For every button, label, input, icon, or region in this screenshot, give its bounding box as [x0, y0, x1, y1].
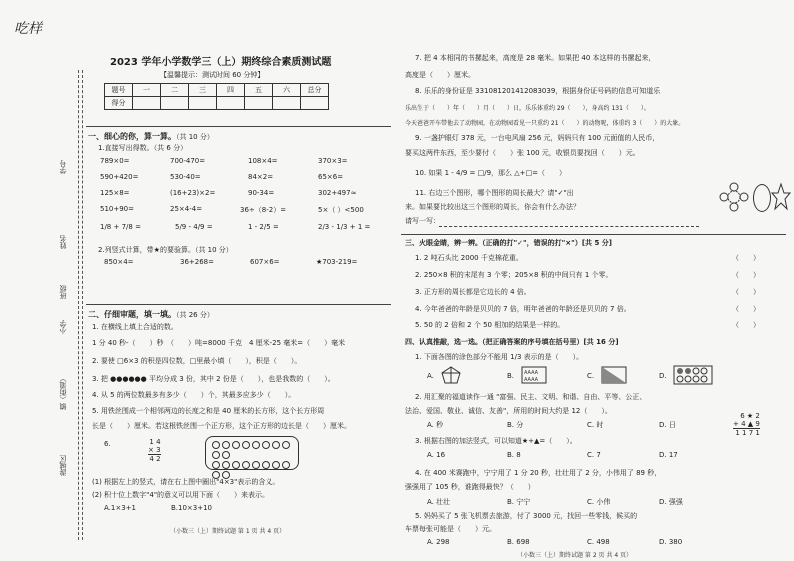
rectangle-option-icon [601, 366, 627, 384]
bead-box[interactable] [205, 436, 299, 470]
page-footer: （小数三（上）期终试题 第 1 页 共 4 页） [170, 528, 286, 535]
option-b[interactable]: B. 8 [507, 451, 521, 459]
section2-q3: 3. 把 ●●●●●● 平均分成 3 份，其中 2 份是（ ），也是我数的（ ）。 [92, 375, 335, 383]
section2-q1a: 1 分 40 秒-（ ）秒 （ ）吨=8000 千克 4 厘米-25 毫米=（ ）毫米 [92, 339, 346, 347]
svg-text:AAAA: AAAA [524, 377, 539, 383]
score-header-cell: 四 [217, 84, 245, 97]
option-d[interactable]: D. 强强 [659, 498, 683, 506]
handwritten-name: 吃样 [14, 21, 42, 37]
score-header-cell: 五 [245, 84, 273, 97]
calc-item: 25×4-4= [170, 205, 203, 213]
score-header-cell: 总分 [301, 84, 329, 97]
binding-school-no: 学号 [59, 160, 67, 174]
q3-vertical-calc [733, 412, 760, 437]
s4-q1: 1. 下面各图的涂色部分不能用 1/3 表示的是（ ）。 [415, 353, 584, 361]
calc-item: 125×8= [100, 189, 130, 197]
answer-paren[interactable]: （ ） [732, 321, 760, 329]
q8a: 8. 乐乐的身份证是 331081201412083039，根据身份证号码的信息可知道乐 [415, 87, 661, 95]
score-value-row [105, 97, 329, 110]
section2-q5a: 5. 用铁丝围成一个相邻两边的长度之和是 40 厘米的长方形，这个长方形周 [92, 407, 325, 415]
option-b[interactable]: B. 698 [507, 538, 530, 546]
option-d[interactable]: D. 17 [659, 451, 678, 459]
fraction-item: 1/8 + 7/8 = [100, 223, 141, 231]
calc-item: 84×2= [248, 173, 274, 181]
q7b: 高度是（ ）厘米。 [405, 71, 475, 79]
option-d[interactable]: D. 日 [659, 421, 676, 429]
score-value-cell[interactable] [217, 97, 245, 110]
score-header-cell: 一 [133, 84, 161, 97]
calc-item: 65×6= [318, 173, 344, 181]
score-table [104, 83, 329, 110]
section2-heading: 二、仔细审题，填一填。（共 26 分） [88, 310, 214, 319]
calc-line: 4 2 [149, 455, 161, 463]
option-c[interactable]: C. [587, 372, 595, 380]
vertical-calc-item: 850×4= [104, 258, 134, 266]
pentagon-option-icon [441, 366, 461, 384]
score-header-cell: 三 [189, 84, 217, 97]
calc-item: 5×（ ）<500 [318, 206, 364, 214]
star-shape [771, 182, 791, 212]
svg-text:AAAA: AAAA [524, 370, 539, 376]
q8c: 今天爸爸开车带他去了动物园，在动物园看见一只重约 21（ ）的动物呢，体重约 3（ ）的大象。 [405, 120, 685, 127]
answer-paren[interactable]: （ ） [732, 288, 760, 296]
binding-name: 姓名 [59, 235, 67, 249]
q7a: 7. 把 4 本相同的书摞起来，高度是 28 毫米。如果把 40 本这样的书摞起来， [415, 54, 656, 62]
calc-item: 590+420= [100, 173, 139, 181]
right-page [397, 0, 794, 561]
section1-q2-label: 2.列竖式计算，带★的要验算。（共 10 分） [98, 246, 233, 254]
judge-item: 5. 50 的 2 倍和 2 个 50 相加的结果是一样的。 [415, 321, 565, 329]
answer-paren[interactable]: （ ） [732, 305, 760, 313]
option-b[interactable]: B. [507, 372, 515, 380]
s4-q3: 3. 根据右图的加法竖式，可以知道★+▲=（ ）。 [415, 437, 577, 445]
score-value-cell[interactable] [161, 97, 189, 110]
section3-heading: 三、火眼金睛，辨一辨。（正确的打"✓"，错误的打"×"）[共 5 分] [405, 239, 612, 247]
section2-q2: 2. 要使 □6×3 的积是四位数，□里最小填（ ），积是（ ）。 [92, 357, 302, 365]
judge-item: 4. 今年爸爸的年龄是贝贝的 7 倍，明年爸爸的年龄还是贝贝的 7 倍。 [415, 305, 631, 313]
option-b[interactable]: B. 分 [507, 421, 524, 429]
score-header-cell: 六 [273, 84, 301, 97]
binding-district: 游城区 [59, 455, 67, 476]
option-c[interactable]: C. 小伟 [587, 498, 611, 506]
calc-line: 1 4 [149, 438, 161, 446]
q6-note1: (1) 根据左上的竖式，请在右上图中圈出"4×3"表示的含义。 [92, 478, 280, 486]
calc-item: 370×3= [318, 157, 348, 165]
s4-q5b: 车票每张可能是（ ）元。 [405, 525, 496, 533]
section2-q1: 1. 在横线上填上合适的数。 [92, 323, 178, 331]
q11a: 11. 右边三个图形，哪个图形的周长最大？请"✓"出 [415, 189, 574, 197]
calc-item: 108×4= [248, 157, 278, 165]
score-value-cell: 得分 [105, 97, 133, 110]
flower-shape [719, 182, 749, 212]
score-value-cell[interactable] [301, 97, 329, 110]
fraction-item: 1 - 2/5 = [248, 223, 279, 231]
q6-options: A.1×3+1 B.10×3+10 [104, 504, 213, 512]
s4-q5a: 5. 妈妈买了 5 张飞机票去旅游，付了 3000 元，找回一些零钱，候买的 [415, 512, 638, 520]
exam-tip: 【温馨提示：测试时间 60 分钟】 [160, 71, 265, 79]
vertical-calc-item: 607×6= [250, 258, 280, 266]
binding-line-2 [82, 70, 83, 540]
q9a: 9. 一盏护眼灯 378 元，一台电风扇 256 元，妈妈只有 100 元面值的人民币， [415, 134, 660, 142]
calc-line: 6 ★ 2 [740, 412, 760, 420]
q11b: 来。如果要比较出这三个图形的周长，你会有什么办法？ [405, 203, 580, 211]
fraction-item: 2/3 - 1/3 + 1 = [318, 223, 371, 231]
score-value-cell[interactable] [133, 97, 161, 110]
judge-item: 3. 正方形的周长都是它边长的 4 倍。 [415, 288, 531, 296]
binding-school: 小学 [59, 320, 67, 334]
s4-q4a: 4. 在 400 米赛跑中，宁宁用了 1 分 20 秒，壮壮用了 2 分，小伟用了 89 秒， [415, 469, 662, 477]
circles-option-icon [673, 365, 713, 385]
s4-q2b: 法治、爱国、敬业、诚信、友善"，所用的时间大约是 12（ ）。 [405, 407, 612, 415]
q8b: 乐出生于（ ）年（ ）月（ ）日，乐乐体重约 29（ ），身高约 131（ ）。 [405, 105, 650, 112]
bead-rows [206, 437, 298, 480]
calc-item: 789×0= [100, 157, 130, 165]
option-a[interactable]: A. [427, 372, 434, 380]
binding-town: 镇（街道） [59, 375, 67, 410]
section4-heading: 四、认真推敲，选一选。（把正确答案的序号填在括号里）[共 16 分] [405, 338, 619, 346]
option-d[interactable]: D. [659, 372, 667, 380]
answer-paren[interactable]: （ ） [732, 271, 760, 279]
s4-q2a: 2. 用汇聚的福道读作一通 "富强、民主、文明、和谐、自由、平等、公正、 [415, 393, 647, 401]
triangles-option-icon [521, 366, 547, 384]
oval-shape [753, 184, 771, 212]
divider [401, 234, 786, 235]
calc-line: 1 1 7 1 [733, 428, 760, 437]
section1-q1-label: 1.直接写出得数。（共 6 分） [98, 144, 188, 152]
option-a[interactable]: A. 秒 [427, 421, 444, 429]
fraction-item: 5/9 - 4/9 = [175, 223, 213, 231]
section2-q6-num: 6. [104, 440, 111, 448]
score-header-cell: 题号 [105, 84, 133, 97]
divider [86, 304, 391, 305]
q6-vertical-calc [148, 438, 161, 463]
section2-q4: 4. 从 5 的两位数最多有多少（ ）个，其最多应多少（ ）。 [92, 391, 296, 399]
q10: 10. 如果 1 - 4/9 = □/9，那么 △+□=（ ） [415, 169, 566, 177]
calc-line: + 4 ▲ 9 [733, 420, 760, 428]
answer-line[interactable] [439, 226, 699, 227]
q6-note2: (2) 积十位上数字"4"的意义可以用下面（ ）来表示。 [92, 491, 270, 499]
judge-item: 2. 250×8 积的末尾有 3 个零；205×8 积的中间只有 1 个零。 [415, 271, 613, 279]
calc-item: (16+23)×2= [170, 189, 216, 197]
judge-item: 1. 2 吨石头比 2000 千克棉花重。 [415, 254, 523, 262]
option-a[interactable]: A. 16 [427, 451, 446, 459]
calc-line: × 3 [148, 446, 161, 454]
option-b[interactable]: B. 宁宁 [507, 498, 531, 506]
option-d[interactable]: D. 380 [659, 538, 683, 546]
s4-q4b: 强强用了 105 秒，谁跑得最快？（ ） [405, 483, 535, 491]
page-footer: （小数三（上）期终试题 第 2 页 共 4 页） [517, 552, 633, 559]
binding-line [78, 70, 79, 540]
q9b: 要买这两件东西，至少要付（ ）张 100 元，收银员要找回（ ）元。 [405, 149, 640, 157]
vertical-calc-item: ★703-219= [316, 258, 358, 266]
score-header-cell: 二 [161, 84, 189, 97]
calc-item: 700-470= [170, 157, 206, 165]
score-value-cell[interactable] [273, 97, 301, 110]
option-c[interactable]: C. 498 [587, 538, 610, 546]
binding-class: 班级 [59, 285, 67, 299]
q11c: 请写一写： [405, 217, 440, 225]
section1-heading: 一、细心的你，算一算。（共 10 分） [88, 132, 214, 141]
section2-q5b: 长是（ ）厘米。若这根铁丝围一个正方形，这个正方形的边长是（ ）厘米。 [92, 422, 351, 430]
calc-item: 530-40= [170, 173, 201, 181]
option-c[interactable]: C. 7 [587, 451, 601, 459]
score-header-row [105, 84, 329, 97]
answer-paren[interactable]: （ ） [732, 254, 760, 262]
option-c[interactable]: C. 时 [587, 421, 604, 429]
score-value-cell[interactable] [189, 97, 217, 110]
exam-title: 2023 学年小学数学三（上）期终综合素质测试题 [110, 57, 332, 68]
calc-item: 510+90= [100, 205, 134, 213]
score-value-cell[interactable] [245, 97, 273, 110]
option-a[interactable]: A. 壮壮 [427, 498, 451, 506]
divider [86, 126, 391, 127]
option-a[interactable]: A. 298 [427, 538, 450, 546]
calc-item: 302+497≈ [318, 189, 357, 197]
vertical-calc-item: 36+268= [180, 258, 214, 266]
calc-item: 36÷（8-2）= [240, 206, 287, 214]
calc-item: 90-34= [248, 189, 275, 197]
